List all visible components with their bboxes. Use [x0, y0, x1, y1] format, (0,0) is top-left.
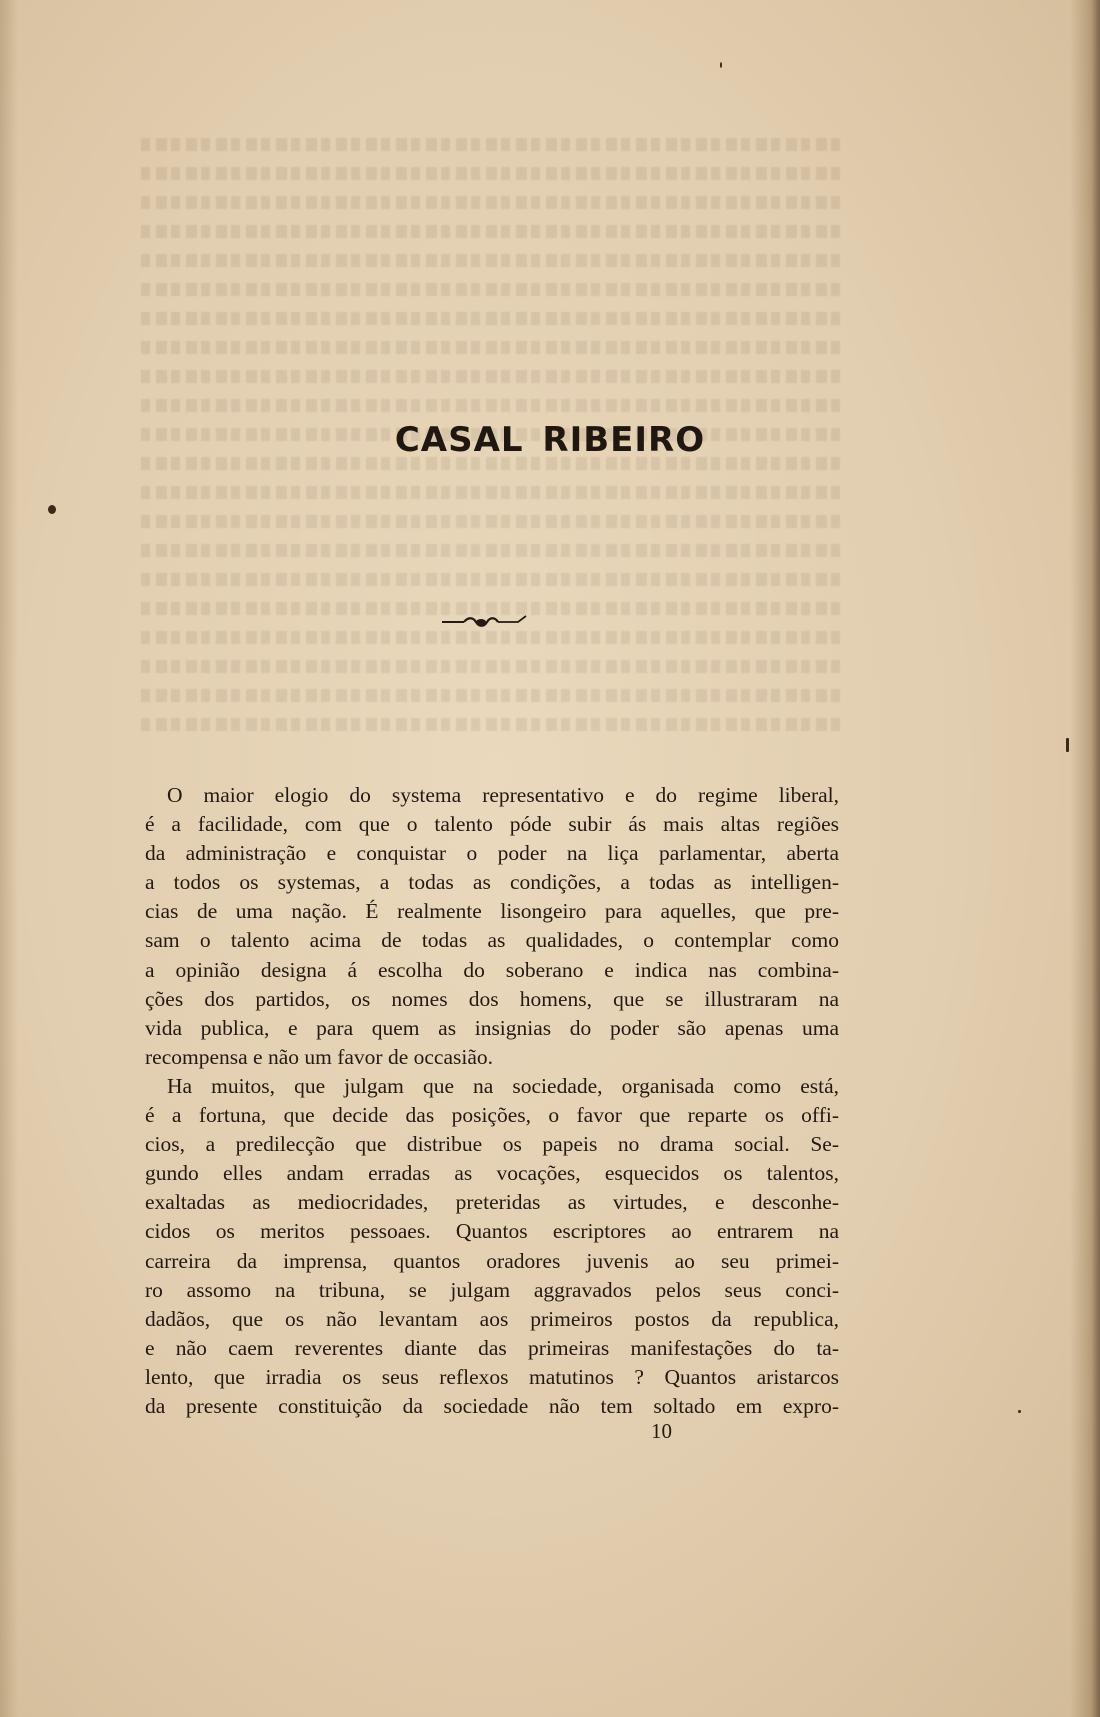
text-line: recompensa e não um favor de occasião. [145, 1044, 494, 1069]
paper-speck [1018, 1410, 1021, 1413]
text-line: cidos os meritos pessoaes. Quantos escriptores ao entrarem na [145, 1219, 839, 1244]
page-right-edge-shadow [1070, 0, 1100, 1717]
text-line: é a facilidade, com que o talento póde subir ás mais altas regiões [145, 812, 839, 837]
text-line: a opinião designa á escolha do soberano e indica nas combina- [145, 957, 839, 982]
text-line: gundo elles andam erradas as vocações, esquecidos os talentos, [145, 1161, 839, 1186]
text-line: Ha muitos, que julgam que na sociedade, organisada como está, [167, 1073, 839, 1098]
text-line: é a fortuna, que decide das posições, o favor que reparte os offi- [145, 1103, 839, 1128]
text-line: O maior elogio do systema representativo e do regime liberal, [167, 783, 839, 807]
text-line: a todos os systemas, a todas as condições, a todas as intelligen- [145, 870, 839, 895]
paper-speck [1066, 738, 1069, 752]
text-line: cias de uma nação. É realmente lisongeiro para aquelles, que pre- [145, 899, 839, 924]
paragraph-1 [145, 781, 839, 1072]
text-line: lento, que irradia os seus reflexos matutinos ? Quantos aristarcos [145, 1364, 839, 1389]
text-line: ções dos partidos, os nomes dos homens, que se illustraram na [145, 986, 839, 1011]
text-line: da administração e conquistar o poder na liça parlamentar, aberta [145, 841, 839, 866]
ornamental-rule-icon [440, 612, 530, 632]
article-body [145, 781, 839, 1421]
paragraph-2 [145, 1072, 839, 1421]
text-line: cios, a predilecção que distribue os papeis no drama social. Se- [145, 1132, 839, 1157]
page-left-edge-shadow [0, 0, 18, 1717]
text-line: ro assomo na tribuna, se julgam aggravados pelos seus conci- [145, 1277, 839, 1302]
text-line: sam o talento acima de todas as qualidades, o contemplar como [145, 928, 839, 953]
page-number: 10 [651, 1419, 672, 1443]
text-line: exaltadas as mediocridades, preteridas as virtudes, e desconhe- [145, 1190, 839, 1215]
paper-speck [48, 505, 56, 514]
article-title: CASAL RIBEIRO [394, 420, 706, 460]
text-line: dadãos, que os não levantam aos primeiros postos da republica, [145, 1306, 839, 1331]
text-line: carreira da imprensa, quantos oradores juvenis ao seu primei- [145, 1248, 839, 1273]
paper-speck [720, 62, 722, 68]
text-line: da presente constituição da sociedade não tem soltado em expro- [145, 1393, 839, 1418]
text-line: vida publica, e para quem as insignias do poder são apenas uma [145, 1015, 839, 1040]
text-line: e não caem reverentes diante das primeiras manifestações do ta- [145, 1335, 839, 1360]
